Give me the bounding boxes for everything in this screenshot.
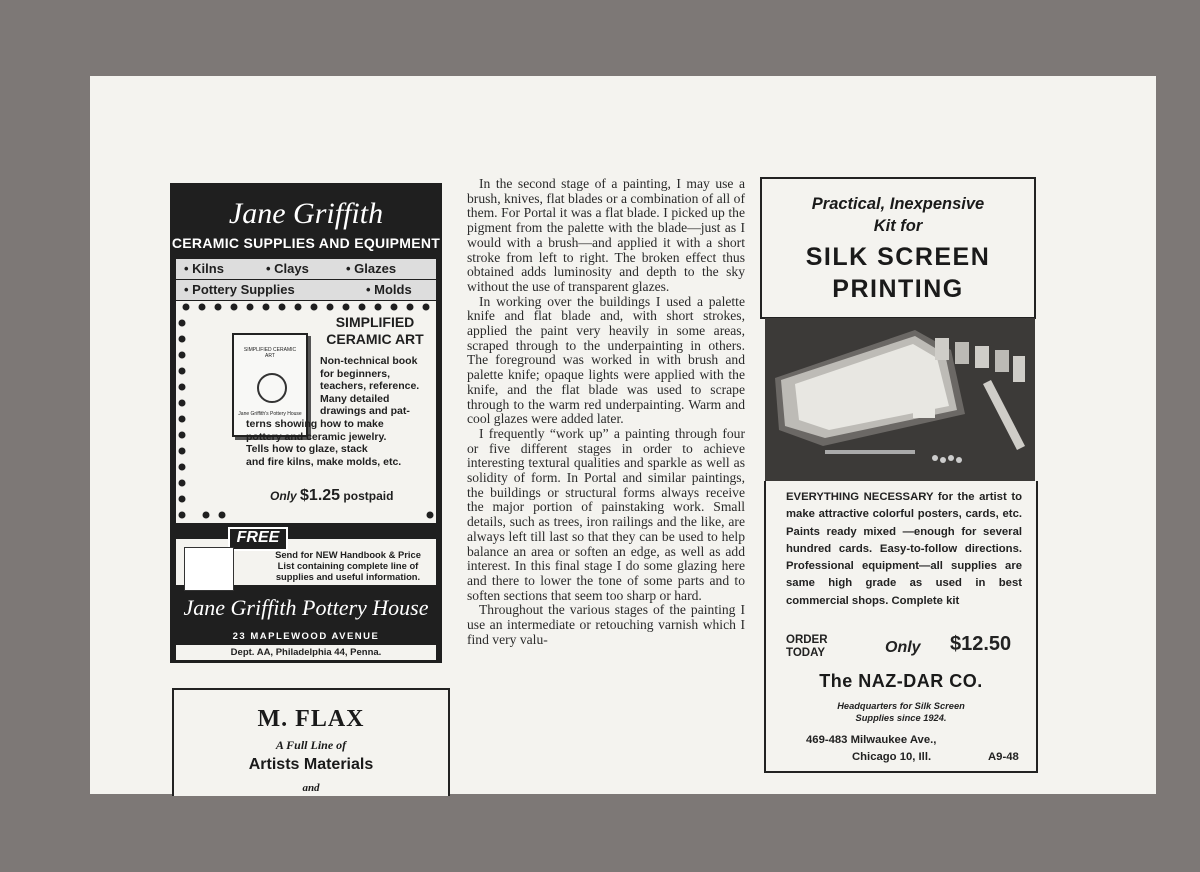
book-cover-publisher: Jane Griffith's Pottery House xyxy=(238,411,302,417)
jg-band-item-kilns: • Kilns xyxy=(184,261,224,276)
jg-body-line: teachers, reference. xyxy=(320,380,420,393)
jg-body-line: and fire kilns, make molds, etc. xyxy=(246,455,402,468)
jg-band-2 xyxy=(176,280,436,300)
jg-book-description xyxy=(246,355,436,468)
jg-band-item-molds: • Molds xyxy=(366,282,412,297)
article-paragraph-3: I frequently “work up” a painting through four or five different stages in order to achieve interesting textural qualities and sparkle as well as solidity of form. In Portal and similar paintings, the buildings or structural forms always receive the major portion of painstaking work. Small details, such as trees, iron railings and the like, are always left till last so that they can be used to help balance an area or soften an edge, as well as add interest. In this final stage I do some glazing here and there to lower the tone of some parts and to soften sections that seem too sharp or hard. xyxy=(467,425,745,603)
jg-free-line: List containing complete line of xyxy=(277,560,419,571)
flax-line-3: and xyxy=(302,782,320,794)
nz-headquarters xyxy=(766,700,1036,724)
jg-free-line: supplies and useful information. xyxy=(275,571,421,582)
flax-title: M. FLAX xyxy=(257,706,365,732)
jg-band-1 xyxy=(176,259,436,279)
nz-order-line-2: TODAY xyxy=(786,647,825,659)
jg-subtitle: CERAMIC SUPPLIES AND EQUIPMENT xyxy=(171,235,441,251)
article-paragraph-2: In working over the buildings I used a palette knife and flat blade and, with short strokes, applied the paint very heavily in some areas, scraped through to the underpainting in others. The foreground was worked in with brush and palette knife; opaque lights were applied with the knife, and the flat blade was used to scrape through to the warm red underpainting. Warm and cool glazes were added later. xyxy=(467,293,745,427)
jane-griffith-ad xyxy=(170,183,442,663)
jg-price-prefix: Only xyxy=(270,489,297,503)
nz-address: 469-483 Milwaukee Ave., xyxy=(806,734,937,746)
nz-headline-line-2: Kit for xyxy=(873,217,923,235)
jg-body-line: Tells how to glaze, stack xyxy=(246,443,368,456)
nz-only: Only xyxy=(885,639,921,656)
nz-ad-code: A9-48 xyxy=(988,751,1019,763)
jg-book-headline xyxy=(320,314,430,348)
book-cover-title: SIMPLIFIED CERAMIC ART xyxy=(243,347,297,359)
kit-photo-illustration xyxy=(765,318,1035,481)
flax-line-2: Artists Materials xyxy=(248,756,374,773)
jg-price-suffix: postpaid xyxy=(343,489,394,503)
nz-price: $12.50 xyxy=(950,633,1012,655)
jg-house-name: Jane Griffith Pottery House xyxy=(183,595,429,620)
nz-order-today xyxy=(786,634,828,660)
nz-headline-line-1: Practical, Inexpensive xyxy=(811,195,985,213)
jg-free-label: FREE xyxy=(228,527,288,551)
nz-title xyxy=(762,241,1034,305)
nz-title-line-1: SILK SCREEN xyxy=(805,243,991,271)
jg-title: Jane Griffith xyxy=(228,197,384,230)
silk-screen-kit-photo xyxy=(765,318,1035,481)
jg-band-item-pottery: • Pottery Supplies xyxy=(184,282,295,297)
nz-headline xyxy=(762,193,1034,237)
jg-body-line: terns showing how to make xyxy=(246,417,384,430)
article-paragraph-4: Throughout the various stages of the painting I use an intermediate or retouching varnish which I find very valu- xyxy=(467,602,745,647)
flax-ad xyxy=(172,688,450,796)
jg-headline-line-2: CERAMIC ART xyxy=(326,331,424,347)
article-paragraph-1: In the second stage of a painting, I may use a brush, knives, flat blades or a combination of all of them. For Portal it was a flat blade. I picked up the pigment from the palette with the blade—just as I would with a brush—and applied it with a short stroke from left to right. The broken effect thus obtained adds luminosity and depth to the sky without the use of transparent glazes. xyxy=(467,176,745,294)
jg-band-item-glazes: • Glazes xyxy=(346,261,397,276)
nz-order-line-1: ORDER xyxy=(786,634,828,646)
handbook-image xyxy=(184,547,234,591)
nz-hq-line-1: Headquarters for Silk Screen xyxy=(837,701,965,711)
nz-company: The NAZ-DAR CO. xyxy=(819,671,983,691)
jg-body-line: for beginners, xyxy=(320,367,391,380)
nazdar-ad-body xyxy=(764,481,1038,773)
nazdar-ad-header xyxy=(760,177,1036,319)
jg-headline-line-1: SIMPLIFIED xyxy=(335,314,415,330)
jg-dept: Dept. AA, Philadelphia 44, Penna. xyxy=(176,645,436,660)
jg-body-line: Non-technical book xyxy=(320,355,418,367)
jg-price-value: $1.25 xyxy=(300,487,341,504)
nz-city: Chicago 10, Ill. xyxy=(852,751,932,763)
nz-description: EVERYTHING NECESSARY for the artist to make attractive colorful posters, cards, etc. Paints ready mixed —enough for several hundred cards. Easy-to-follow directions. Professional equipment—all supplies are same high grade as used in best commercial shops. Complete kit xyxy=(786,491,1022,607)
jg-body-line: Many detailed xyxy=(320,392,390,405)
article-text xyxy=(467,177,745,648)
jg-body-line: pottery and ceramic jewelry. xyxy=(246,430,387,443)
jg-price xyxy=(270,487,393,505)
jg-band-item-clays: • Clays xyxy=(266,261,309,276)
jg-free-offer-text xyxy=(258,549,438,582)
jg-body-line: drawings and pat- xyxy=(320,405,410,418)
nz-title-line-2: PRINTING xyxy=(832,275,964,303)
flax-line-1: A Full Line of xyxy=(275,738,347,752)
nz-hq-line-2: Supplies since 1924. xyxy=(855,713,947,723)
jg-address: 23 MAPLEWOOD AVENUE xyxy=(232,631,380,642)
jg-free-line: Send for NEW Handbook & Price xyxy=(275,549,421,560)
